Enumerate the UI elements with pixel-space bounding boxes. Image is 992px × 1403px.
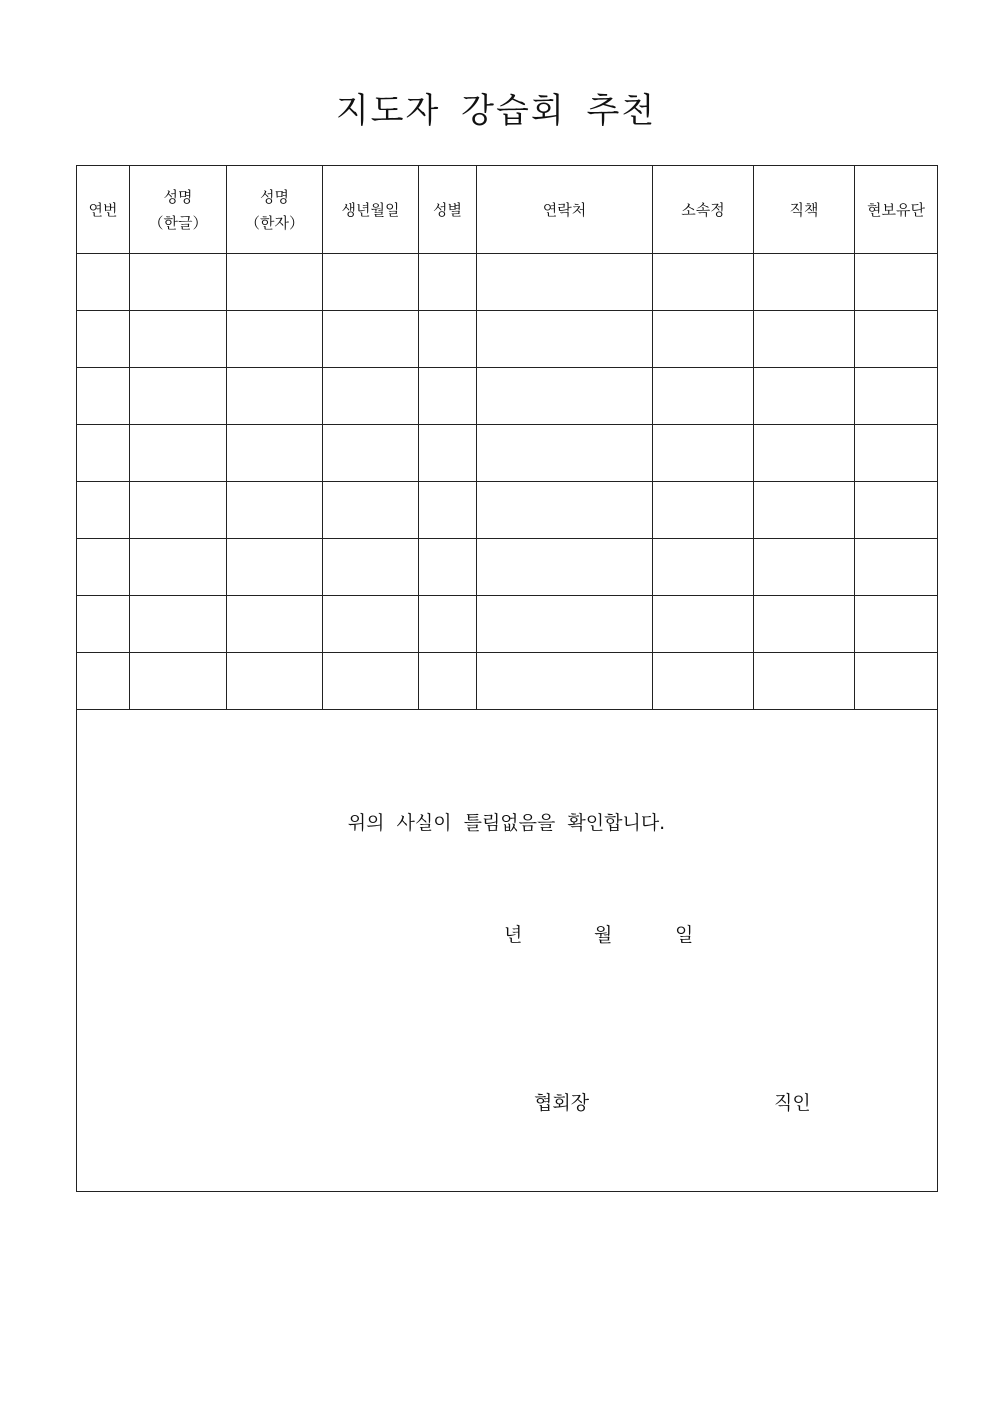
header-position: 직책 xyxy=(754,166,855,254)
header-affiliation: 소속정 xyxy=(653,166,754,254)
table-row xyxy=(77,653,938,710)
cell-contact[interactable] xyxy=(477,539,653,596)
cell-name-hanja[interactable] xyxy=(227,482,323,539)
cell-position[interactable] xyxy=(754,596,855,653)
cell-birth-date[interactable] xyxy=(323,482,419,539)
cell-affiliation[interactable] xyxy=(653,368,754,425)
cell-gender[interactable] xyxy=(419,368,477,425)
cell-name-hanja[interactable] xyxy=(227,254,323,311)
table-row xyxy=(77,425,938,482)
cell-position[interactable] xyxy=(754,539,855,596)
cell-gender[interactable] xyxy=(419,254,477,311)
cell-serial[interactable] xyxy=(77,539,130,596)
cell-affiliation[interactable] xyxy=(653,254,754,311)
cell-current-rank[interactable] xyxy=(855,539,938,596)
cell-name-hanja[interactable] xyxy=(227,368,323,425)
cell-current-rank[interactable] xyxy=(855,482,938,539)
cell-position[interactable] xyxy=(754,254,855,311)
table-row xyxy=(77,254,938,311)
header-current-rank: 현보유단 xyxy=(855,166,938,254)
cell-serial[interactable] xyxy=(77,482,130,539)
cell-contact[interactable] xyxy=(477,311,653,368)
cell-affiliation[interactable] xyxy=(653,653,754,710)
cell-serial[interactable] xyxy=(77,254,130,311)
cell-name-hanja[interactable] xyxy=(227,311,323,368)
cell-position[interactable] xyxy=(754,482,855,539)
cell-current-rank[interactable] xyxy=(855,596,938,653)
cell-name-korean[interactable] xyxy=(130,653,227,710)
cell-affiliation[interactable] xyxy=(653,482,754,539)
cell-name-korean[interactable] xyxy=(130,425,227,482)
header-serial-number: 연번 xyxy=(77,166,130,254)
footer-row xyxy=(77,710,938,1192)
cell-contact[interactable] xyxy=(477,653,653,710)
cell-position[interactable] xyxy=(754,368,855,425)
cell-birth-date[interactable] xyxy=(323,425,419,482)
date-month-label: 월 xyxy=(594,924,613,946)
table-row xyxy=(77,368,938,425)
header-name-korean: 성명 （한글） xyxy=(130,166,227,254)
cell-gender[interactable] xyxy=(419,596,477,653)
header-row xyxy=(77,166,938,254)
cell-gender[interactable] xyxy=(419,425,477,482)
confirmation-statement: 위의 사실이 틀림없음을 확인합니다. xyxy=(347,812,666,834)
cell-birth-date[interactable] xyxy=(323,653,419,710)
cell-serial[interactable] xyxy=(77,596,130,653)
cell-birth-date[interactable] xyxy=(323,368,419,425)
cell-name-hanja[interactable] xyxy=(227,596,323,653)
cell-current-rank[interactable] xyxy=(855,311,938,368)
table-row xyxy=(77,596,938,653)
cell-affiliation[interactable] xyxy=(653,539,754,596)
cell-affiliation[interactable] xyxy=(653,425,754,482)
header-birth-date: 생년월일 xyxy=(323,166,419,254)
cell-gender[interactable] xyxy=(419,539,477,596)
header-contact: 연락처 xyxy=(477,166,653,254)
cell-position[interactable] xyxy=(754,653,855,710)
cell-birth-date[interactable] xyxy=(323,596,419,653)
cell-current-rank[interactable] xyxy=(855,653,938,710)
cell-name-hanja[interactable] xyxy=(227,653,323,710)
cell-name-hanja[interactable] xyxy=(227,539,323,596)
cell-contact[interactable] xyxy=(477,254,653,311)
cell-current-rank[interactable] xyxy=(855,425,938,482)
recommendation-table xyxy=(76,165,938,1192)
cell-affiliation[interactable] xyxy=(653,596,754,653)
date-day-label: 일 xyxy=(675,924,694,946)
header-name-hanja: 성명 （한자） xyxy=(227,166,323,254)
cell-serial[interactable] xyxy=(77,368,130,425)
cell-position[interactable] xyxy=(754,311,855,368)
cell-name-korean[interactable] xyxy=(130,482,227,539)
cell-name-korean[interactable] xyxy=(130,368,227,425)
cell-serial[interactable] xyxy=(77,425,130,482)
document-title: 지도자 강습회 추천 xyxy=(335,91,657,131)
cell-contact[interactable] xyxy=(477,425,653,482)
cell-position[interactable] xyxy=(754,425,855,482)
cell-name-korean[interactable] xyxy=(130,311,227,368)
cell-birth-date[interactable] xyxy=(323,539,419,596)
cell-serial[interactable] xyxy=(77,311,130,368)
cell-name-korean[interactable] xyxy=(130,539,227,596)
cell-gender[interactable] xyxy=(419,653,477,710)
cell-name-korean[interactable] xyxy=(130,596,227,653)
cell-name-korean[interactable] xyxy=(130,254,227,311)
cell-birth-date[interactable] xyxy=(323,254,419,311)
header-gender: 성별 xyxy=(419,166,477,254)
cell-gender[interactable] xyxy=(419,482,477,539)
cell-gender[interactable] xyxy=(419,311,477,368)
official-seal-label: 직인 xyxy=(774,1092,811,1114)
cell-current-rank[interactable] xyxy=(855,368,938,425)
cell-birth-date[interactable] xyxy=(323,311,419,368)
association-president-label: 협회장 xyxy=(534,1092,590,1114)
cell-contact[interactable] xyxy=(477,368,653,425)
cell-affiliation[interactable] xyxy=(653,311,754,368)
table-row xyxy=(77,539,938,596)
cell-serial[interactable] xyxy=(77,653,130,710)
table-row xyxy=(77,311,938,368)
cell-contact[interactable] xyxy=(477,482,653,539)
cell-current-rank[interactable] xyxy=(855,254,938,311)
cell-contact[interactable] xyxy=(477,596,653,653)
cell-name-hanja[interactable] xyxy=(227,425,323,482)
date-year-label: 년 xyxy=(504,924,523,946)
table-row xyxy=(77,482,938,539)
confirmation-section xyxy=(77,710,938,1192)
